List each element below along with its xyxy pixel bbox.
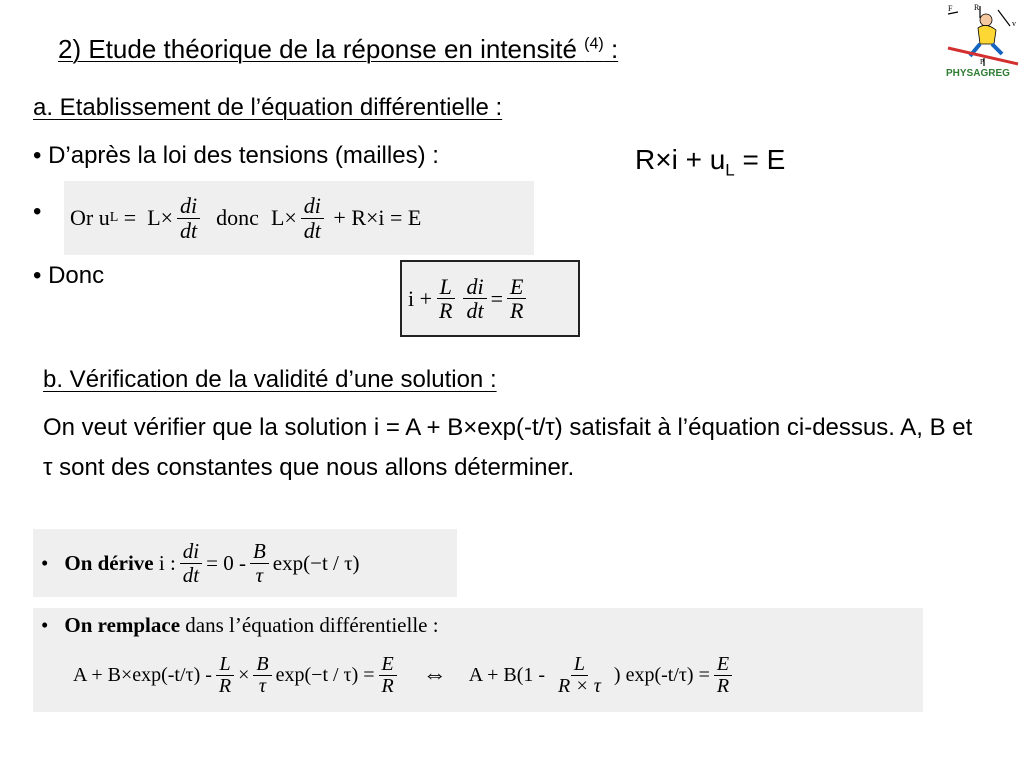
solution-paragraph: On veut vérifier que la solution i = A + B×exp(-t/τ) satisfait à l’équation ci-dessus. A, B et τ sont des constantes que nous allons déterminer. bbox=[43, 414, 973, 481]
substitution-block bbox=[33, 608, 923, 712]
bullet-mesh-law: • D’après la loi des tensions (mailles) : bbox=[33, 142, 439, 169]
substitution-header: • On remplace dans l’équation différentielle : bbox=[41, 612, 439, 637]
bullet-donc: • Donc bbox=[33, 262, 105, 289]
slide-title: 2) Etude théorique de la réponse en intensité $^{(4)}$ : bbox=[58, 34, 619, 64]
equivalence-icon: ⇔ bbox=[422, 661, 447, 688]
equation-or-ul: Or u L = L× $\frac{di}{dt}$ donc L× $\frac{di}{dt}$ + R×i = E bbox=[64, 181, 534, 255]
svg-text:F: F bbox=[948, 4, 953, 13]
derivative-equation: • On dérive i : $\frac{di}{dt}$ = 0 - $\frac{B}{\tau}$ exp(−t / τ) bbox=[33, 529, 457, 597]
bullet-or: • bbox=[33, 198, 42, 225]
svg-text:P: P bbox=[980, 58, 984, 66]
substitution-equation: A + B×exp(-t/τ) - $\frac{L}{R}$ × $\frac{B}{\tau}$ exp(−t / τ) = $\frac{E}{R}$ ⇔ A + B(1 - $\frac{L}{R \times \tau}$ ) exp(-t/τ) = $\frac{E}{R}$ bbox=[41, 642, 923, 708]
physagreg-logo bbox=[944, 4, 1022, 80]
logo-text: PHYSAGREG bbox=[946, 68, 1010, 79]
mesh-equation: $R\times i + u_L = E$ bbox=[635, 144, 786, 180]
svg-text:v: v bbox=[1012, 19, 1016, 28]
boxed-differential-equation: i + $\frac{L}{R}$ $\frac{di}{dt}$ = $\frac{E}{R}$ bbox=[400, 260, 580, 337]
physagreg-logo-graphic bbox=[944, 4, 1022, 80]
reference-number: (4) bbox=[584, 35, 604, 53]
svg-text:R: R bbox=[974, 4, 980, 12]
section-b-heading: b. Vérification de la validité d’une solution : bbox=[43, 366, 497, 393]
section-a-heading: a. Etablissement de l’équation différentielle : bbox=[33, 94, 503, 121]
